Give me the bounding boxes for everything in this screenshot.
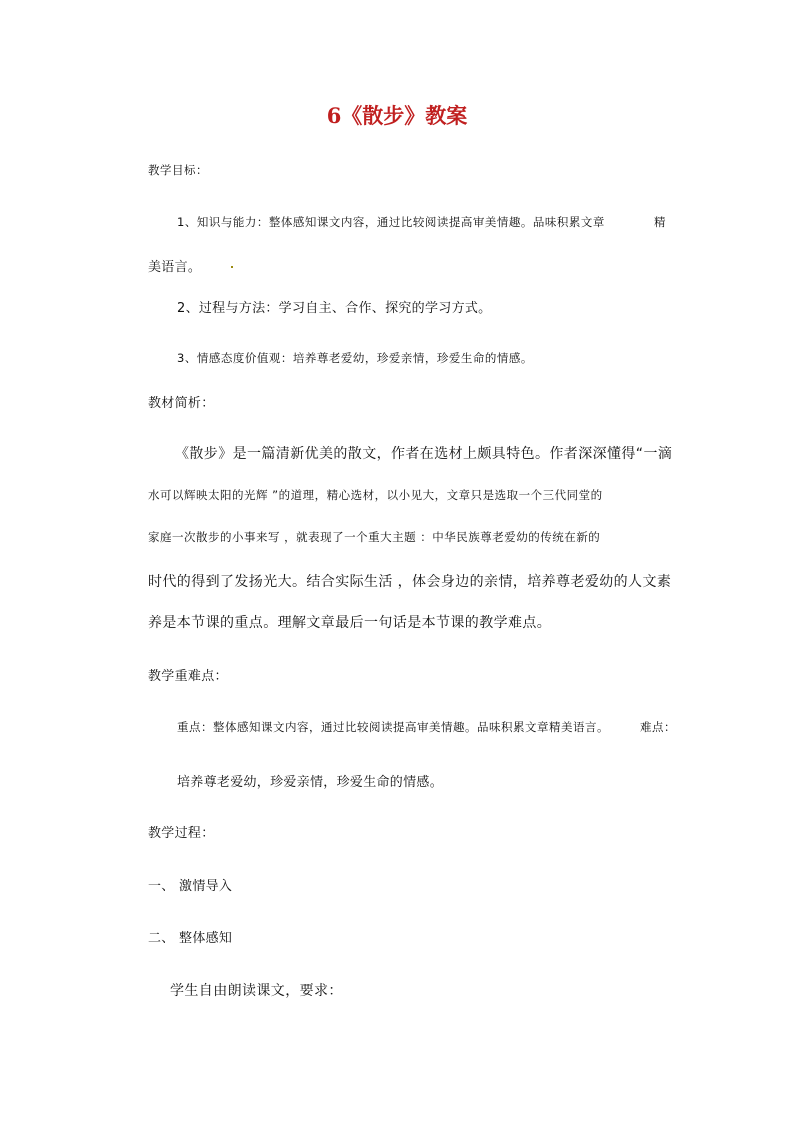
analysis-paragraph-line-2: 水可以辉映太阳的光辉 ”的道理，精心选材，以小见大，文章只是选取一个三代同堂的 — [148, 488, 603, 502]
objective-1-text: 1、知识与能力：整体感知课文内容，通过比较阅读提高审美情趣。品味积累文章 — [177, 215, 605, 229]
stray-mark — [231, 266, 233, 268]
analysis-paragraph-line-1: 《散步》是一篇清新优美的散文，作者在选材上颇具特色。作者深深懂得“一滴 — [175, 446, 673, 462]
objective-2-text: 2、过程与方法：学习自主、合作、探究的学习方式。 — [177, 301, 492, 316]
process-step-1: 一、 激情导入 — [148, 879, 233, 894]
analysis-paragraph-line-3: 家庭一次散步的小事来写 ，就表现了一个重大主题 ：中华民族尊老爱幼的传统在新的 — [148, 530, 601, 544]
key-point-text: 重点：整体感知课文内容，通过比较阅读提高审美情趣。品味积累文章精美语言。 — [177, 720, 609, 734]
objective-1-continuation: 精 — [654, 215, 666, 229]
difficulty-text: 培养尊老爱幼，珍爱亲情，珍爱生命的情感。 — [177, 775, 444, 790]
analysis-paragraph-line-5: 养是本节课的重点。理解文章最后一句话是本节课的教学难点。 — [148, 615, 552, 631]
objectives-heading: 教学目标： — [148, 163, 208, 177]
objective-3-text: 3、情感态度价值观：培养尊老爱幼，珍爱亲情，珍爱生命的情感。 — [177, 351, 533, 365]
process-step-2: 二、 整体感知 — [148, 931, 233, 946]
analysis-paragraph-line-4: 时代的得到了发扬光大。结合实际生活 ，体会身边的亲情，培养尊老爱幼的人文素 — [148, 574, 672, 590]
document-title: 6《散步》教案 — [326, 103, 468, 128]
objective-1-wrap: 美语言。 — [148, 260, 202, 275]
process-step-2-text: 学生自由朗读课文，要求： — [170, 983, 343, 999]
analysis-heading: 教材简析： — [148, 396, 215, 411]
difficulty-label: 难点： — [640, 720, 676, 734]
process-heading: 教学过程： — [148, 826, 215, 841]
key-points-heading: 教学重难点： — [148, 669, 228, 684]
